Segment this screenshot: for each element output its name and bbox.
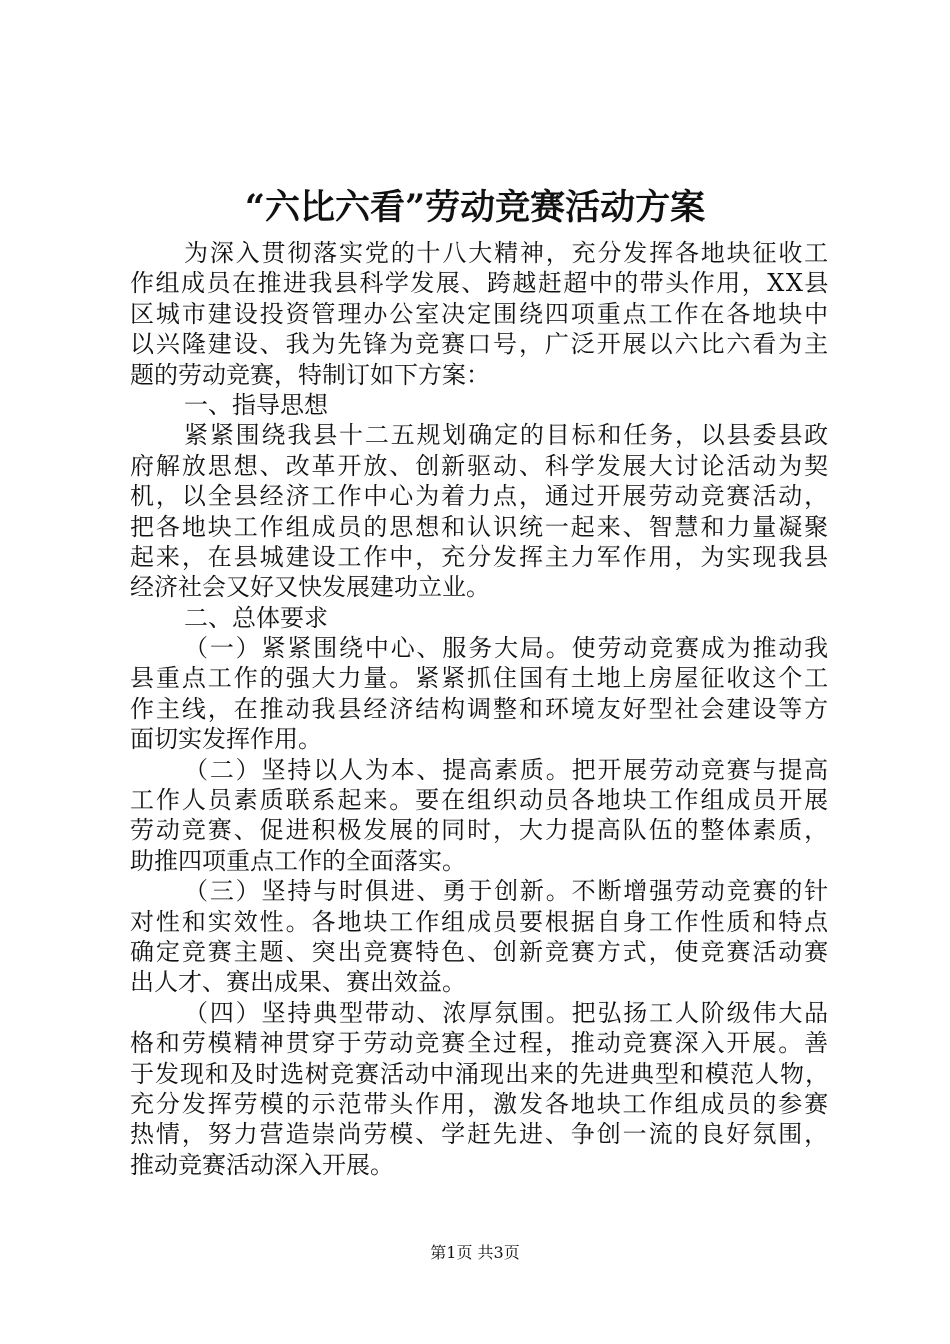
text-line: 出人才、赛出成果、赛出效益。 [130, 968, 466, 997]
paragraph [130, 755, 830, 877]
text-line: （二）坚持以人为本、提高素质。把开展劳动竞赛与提高 [184, 755, 830, 784]
text-line-container [130, 815, 830, 845]
text-line-container [130, 542, 830, 572]
text-line: 对性和实效性。各地块工作组成员要根据自身工作性质和特点 [130, 907, 831, 936]
text-line: 劳动竞赛、促进积极发展的同时，大力提高队伍的整体素质， [130, 816, 831, 845]
paragraph [130, 633, 830, 755]
text-line: 府解放思想、改革开放、创新驱动、科学发展大讨论活动为契 [130, 451, 831, 480]
paragraph [130, 420, 830, 602]
text-line: 把各地块工作组成员的思想和认识统一起来、智慧和力量凝聚 [130, 512, 831, 541]
text-line-container [130, 998, 830, 1028]
text-line: 热情，努力营造崇尚劳模、学赶先进、争创一流的良好氛围， [130, 1120, 831, 1149]
text-line-container [130, 694, 830, 724]
text-line: 推动竞赛活动深入开展。 [130, 1150, 394, 1179]
text-line: （四）坚持典型带动、浓厚氛围。把弘扬工人阶级伟大品 [184, 998, 830, 1027]
text-line-container [130, 876, 830, 906]
text-line-container [130, 1150, 830, 1180]
section-heading [130, 390, 830, 420]
text-line-container [130, 846, 830, 876]
text-line: （一）紧紧围绕中心、服务大局。使劳动竞赛成为推动我 [184, 634, 830, 663]
paragraph [130, 998, 830, 1180]
text-line: 充分发挥劳模的示范带头作用，激发各地块工作组成员的参赛 [130, 1089, 831, 1118]
text-line: 以兴隆建设、我为先锋为竞赛口号，广泛开展以六比六看为主 [130, 330, 831, 359]
text-line-container [130, 360, 830, 390]
text-line-container [130, 451, 830, 481]
document-title: “六比六看”劳动竞赛活动方案 [244, 187, 706, 228]
text-line: 区城市建设投资管理办公室决定围绕四项重点工作在各地块中 [130, 299, 831, 328]
text-line-container [130, 512, 830, 542]
document-body [130, 238, 830, 1180]
text-line: 经济社会又好又快发展建功立业。 [130, 573, 490, 602]
text-line: 二、总体要求 [184, 603, 328, 632]
text-line-container [130, 390, 830, 420]
text-line: 确定竞赛主题、突出竞赛特色、创新竞赛方式，使竞赛活动赛 [130, 937, 831, 966]
text-line-container [130, 755, 830, 785]
paragraph [130, 876, 830, 998]
text-line: 紧紧围绕我县十二五规划确定的目标和任务，以县委县政 [184, 421, 830, 450]
text-line-container [130, 1119, 830, 1149]
page-footer: 第1页 共3页 [430, 1243, 520, 1262]
text-line: 助推四项重点工作的全面落实。 [130, 846, 466, 875]
text-line-container [130, 724, 830, 754]
text-line: 机，以全县经济工作中心为着力点，通过开展劳动竞赛活动， [130, 482, 831, 511]
text-line-container [130, 1028, 830, 1058]
text-line-container [130, 329, 830, 359]
text-line: 为深入贯彻落实党的十八大精神，充分发挥各地块征收工 [184, 239, 830, 267]
text-line-container [130, 907, 830, 937]
text-line-container [130, 299, 830, 329]
text-line-container [130, 967, 830, 997]
text-line: 县重点工作的强大力量。紧紧抓住国有土地上房屋征收这个工 [130, 664, 831, 693]
text-line: 格和劳模精神贯穿于劳动竞赛全过程，推动竞赛深入开展。善 [130, 1029, 831, 1058]
text-line-container [130, 420, 830, 450]
text-line: 于发现和及时选树竞赛活动中涌现出来的先进典型和模范人物， [130, 1059, 830, 1088]
text-line-container [130, 937, 830, 967]
text-line-container [130, 1059, 830, 1089]
text-line-container [130, 572, 830, 602]
text-line-container [130, 1089, 830, 1119]
text-line: （三）坚持与时俱进、勇于创新。不断增强劳动竞赛的针 [184, 877, 830, 906]
text-line-container [130, 238, 830, 268]
text-line-container [130, 481, 830, 511]
text-line-container [130, 603, 830, 633]
text-line-container [130, 633, 830, 663]
paragraph [130, 238, 830, 390]
text-line: 题的劳动竞赛，特制订如下方案： [130, 360, 490, 389]
text-line-container [130, 268, 830, 298]
section-heading [130, 603, 830, 633]
text-line-container [130, 785, 830, 815]
text-line: 一、指导思想 [184, 390, 328, 419]
text-line: 作主线，在推动我县经济结构调整和环境友好型社会建设等方 [130, 694, 831, 723]
text-line: 面切实发挥作用。 [130, 725, 322, 754]
text-line: 起来，在县城建设工作中，充分发挥主力军作用，为实现我县 [130, 542, 831, 571]
text-line: 工作人员素质联系起来。要在组织动员各地块工作组成员开展 [130, 786, 831, 815]
text-line-container [130, 663, 830, 693]
text-line: 作组成员在推进我县科学发展、跨越赶超中的带头作用，XX县 [130, 269, 830, 298]
